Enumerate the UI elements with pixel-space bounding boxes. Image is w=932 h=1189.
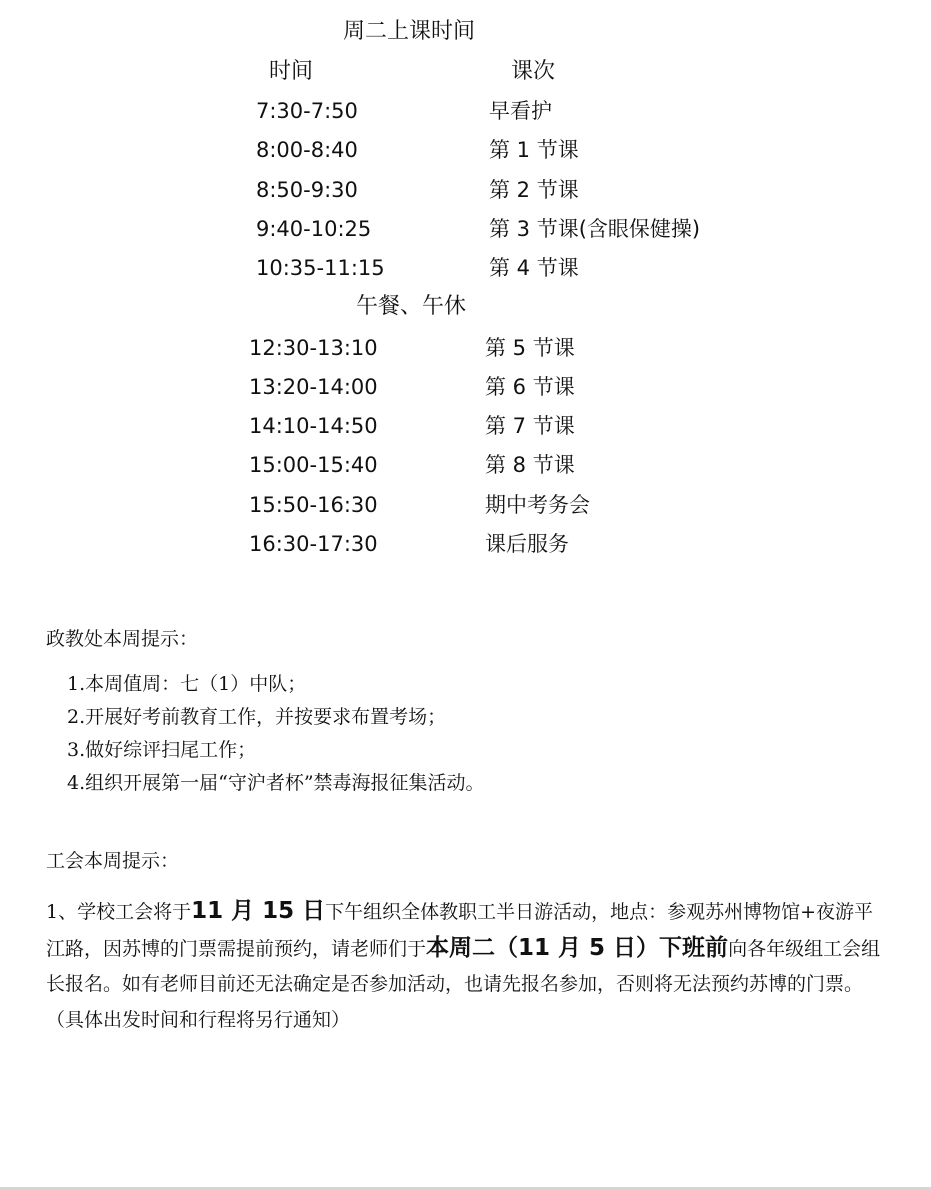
- union-notice-paragraph: [46, 894, 886, 1038]
- schedule-lesson: 第 4 节课: [489, 256, 579, 280]
- schedule-time: 8:50-9:30: [256, 178, 358, 202]
- schedule-lesson: 第 1 节课: [489, 138, 579, 162]
- event-date: 11 月 15 日: [191, 898, 326, 924]
- schedule-time: 8:00-8:40: [256, 138, 358, 162]
- schedule-time: 12:30-13:10: [249, 336, 378, 360]
- schedule-lesson: 第 6 节课: [485, 375, 575, 399]
- lunch-break-label: 午餐、午休: [356, 294, 467, 319]
- notice-item: 2.开展好考前教育工作，并按要求布置考场；: [67, 706, 447, 728]
- notice-item: 3.做好综评扫尾工作；: [67, 739, 257, 761]
- schedule-title: 周二上课时间: [343, 19, 476, 44]
- schedule-time: 7:30-7:50: [256, 99, 358, 123]
- schedule-lesson: 早看护: [489, 99, 552, 123]
- schedule-header-lesson: 课次: [511, 59, 556, 84]
- union-text: 向各年级组工会组长报名。如有老师目前还无法确定是否参加活动，也请先报名参加，否则将无法预约苏博的门票。（具体出发时间和行程将另行通知）: [46, 937, 881, 1031]
- schedule-time: 16:30-17:30: [249, 532, 378, 556]
- schedule-time: 9:40-10:25: [256, 217, 372, 241]
- schedule-time: 13:20-14:00: [249, 375, 378, 399]
- schedule-lesson: 第 7 节课: [485, 414, 575, 438]
- schedule-time: 15:50-16:30: [249, 493, 378, 517]
- notice-item: 1.本周值周：七（1）中队；: [67, 673, 307, 695]
- union-title: 工会本周提示：: [46, 850, 180, 872]
- registration-deadline: 本周二（11 月 5 日）下班前: [426, 934, 729, 961]
- union-text: 1、学校工会将于: [46, 901, 192, 923]
- schedule-lesson: 第 5 节课: [485, 336, 575, 360]
- schedule-lesson: 课后服务: [485, 532, 569, 556]
- schedule-time: 15:00-15:40: [249, 453, 378, 477]
- schedule-time: 14:10-14:50: [249, 414, 378, 438]
- schedule-lesson: 第 8 节课: [485, 453, 575, 477]
- schedule-time: 10:35-11:15: [256, 256, 385, 280]
- union-text: 下午组织全体教职工半日游活动，地点：参观苏州博物馆+夜游平江路，因苏博的门票需提前预约，请老师们于: [46, 901, 874, 960]
- schedule-lesson: 第 2 节课: [489, 178, 579, 202]
- schedule-lesson: 期中考务会: [485, 493, 590, 517]
- notice-item: 4.组织开展第一届“守沪者杯”禁毒海报征集活动。: [67, 772, 485, 794]
- schedule-lesson: 第 3 节课(含眼保健操): [489, 217, 701, 241]
- schedule-header-time: 时间: [269, 59, 314, 84]
- political-office-title: 政教处本周提示：: [46, 628, 199, 650]
